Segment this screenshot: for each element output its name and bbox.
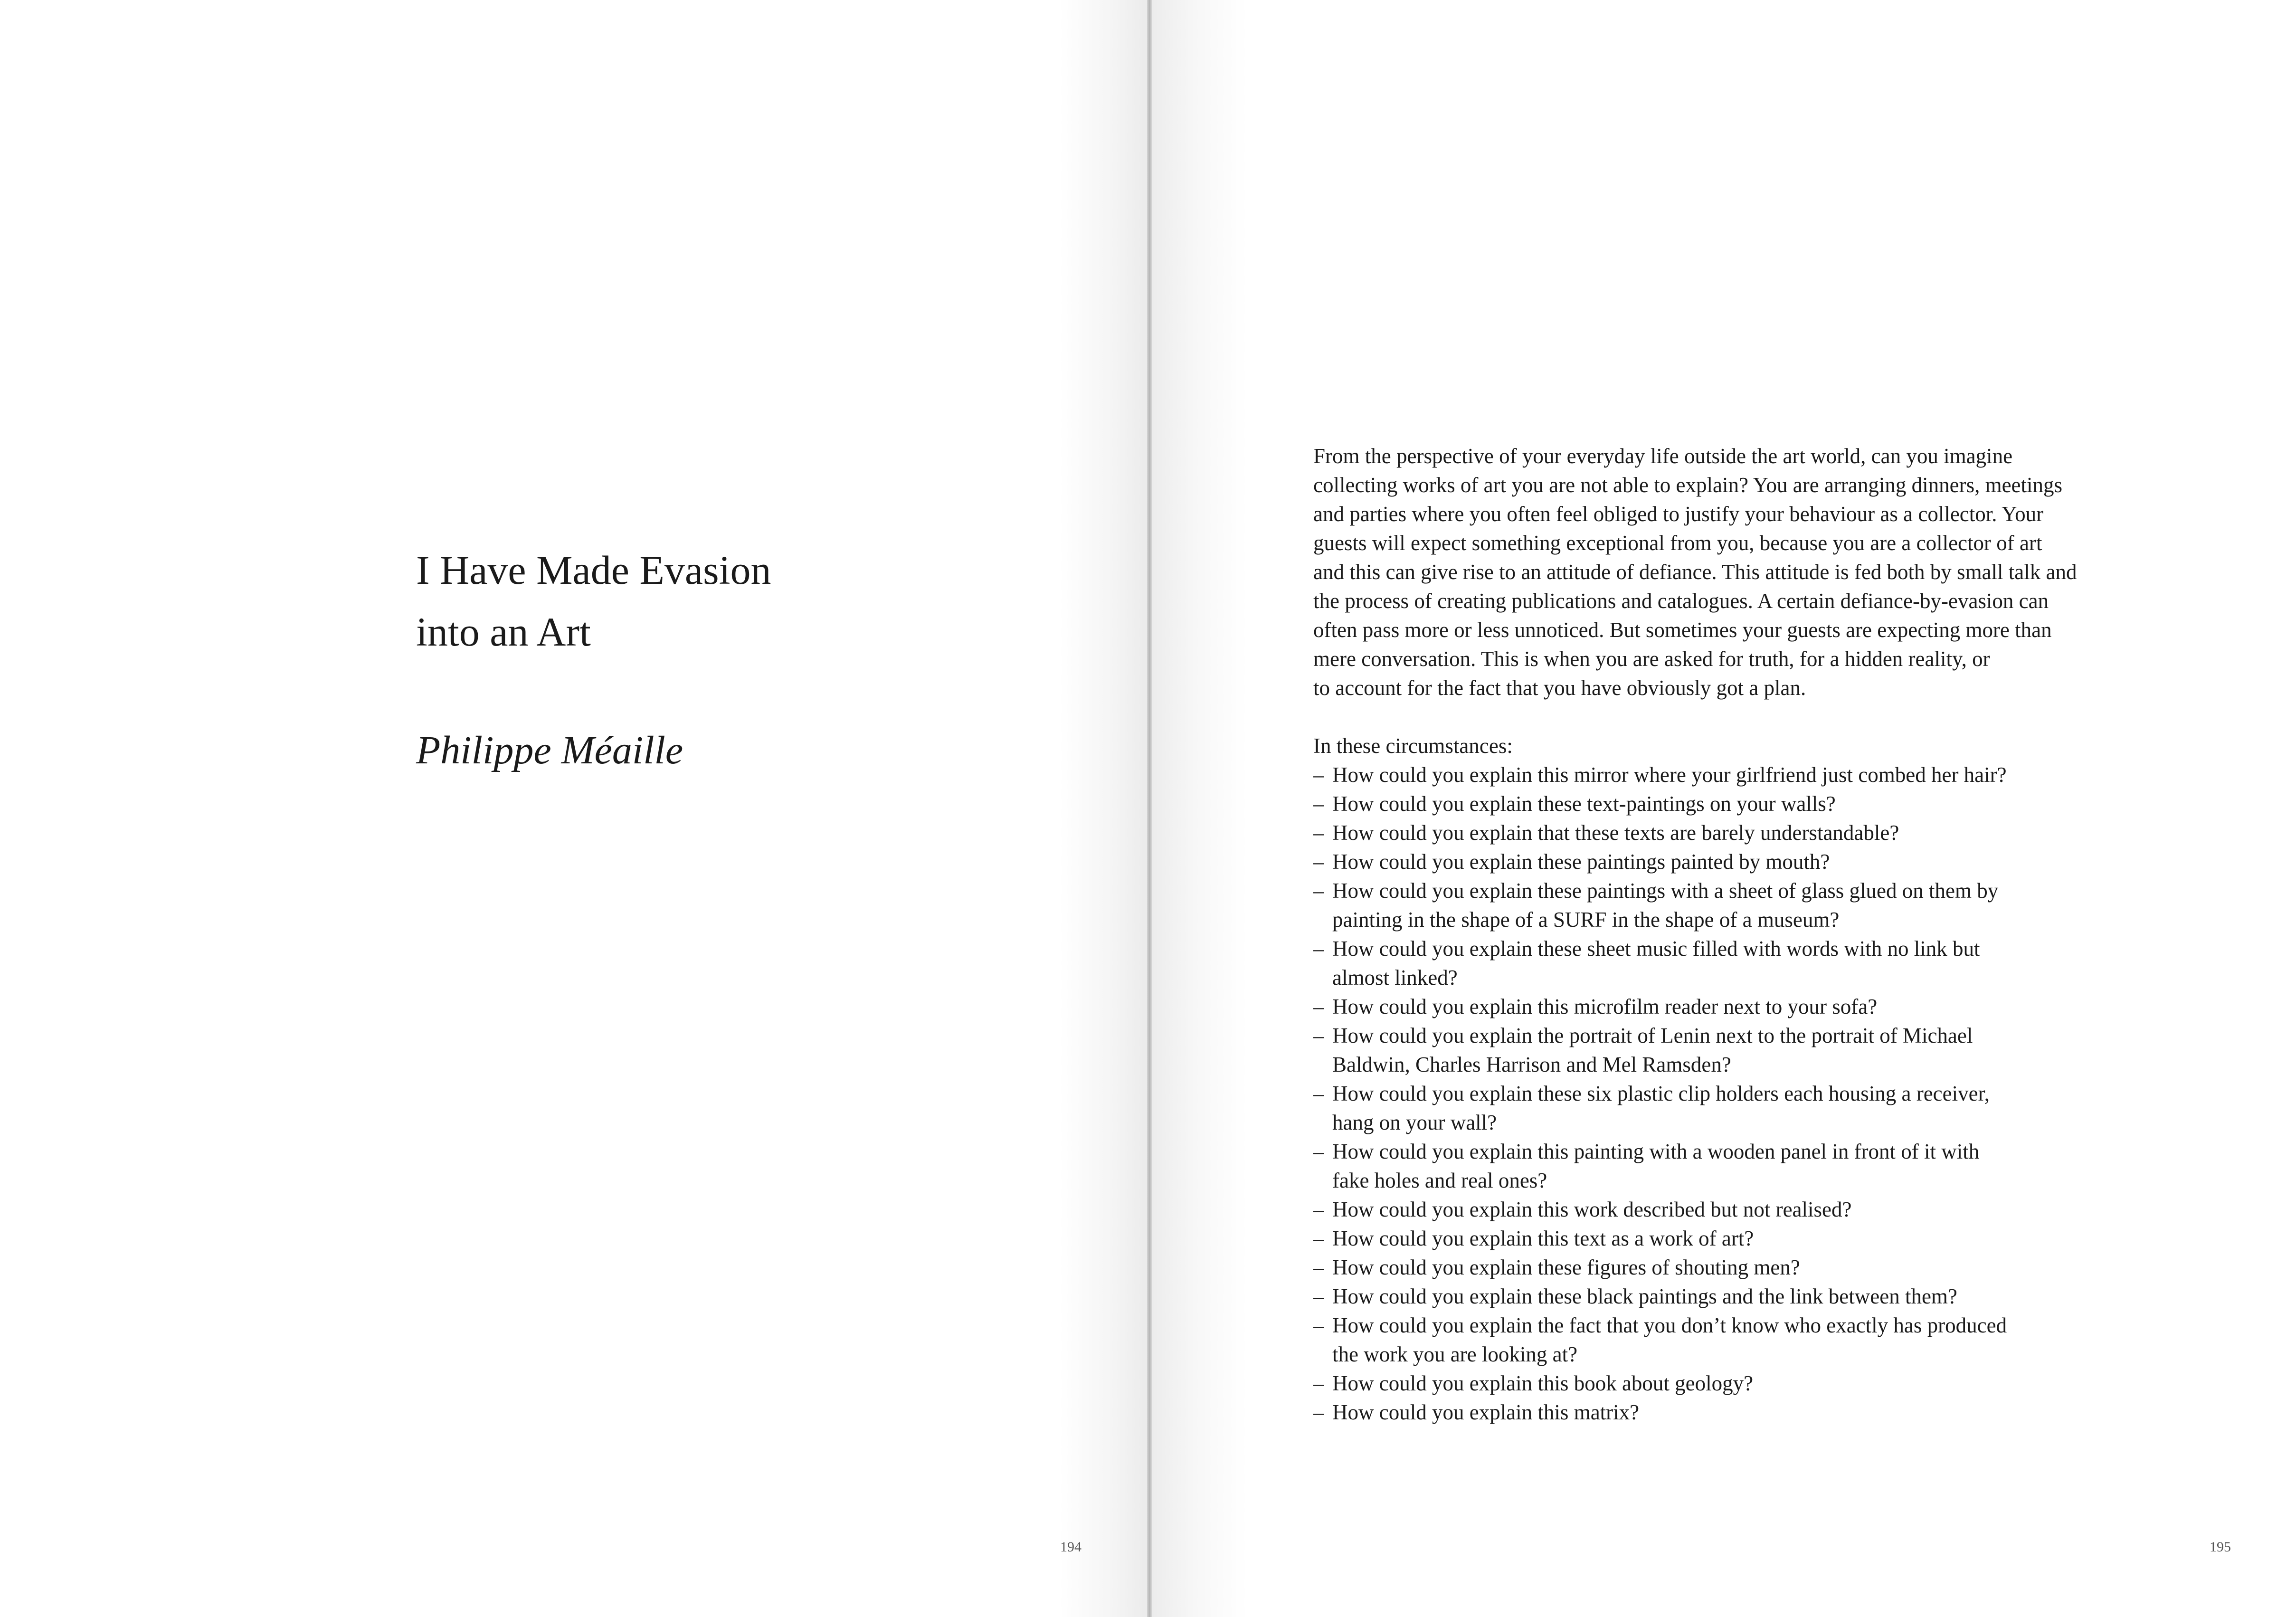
question-item [1313, 847, 2149, 876]
book-gutter [1147, 0, 1152, 1617]
title-line: into an Art [416, 609, 591, 655]
page-number-left: 194 [1060, 1539, 1082, 1555]
question-item [1313, 1282, 2149, 1311]
question-item [1313, 934, 2149, 992]
question-line: How could you explain this microfilm reader next to your sofa? [1332, 995, 1878, 1018]
dash-marker: – [1313, 879, 1324, 903]
paragraph-line: collecting works of art you are not able to explain? You are arranging dinners, meetings [1313, 473, 2063, 497]
question-line: How could you explain these figures of shouting men? [1332, 1256, 1800, 1279]
question-line: hang on your wall? [1332, 1111, 1497, 1134]
question-line: almost linked? [1332, 966, 1458, 989]
paragraph-line: the process of creating publications and catalogues. A certain defiance-by-evasion can [1313, 589, 2049, 613]
question-item [1313, 1224, 2149, 1253]
dash-marker: – [1313, 1313, 1324, 1337]
question-line: fake holes and real ones? [1332, 1169, 1547, 1192]
paragraph-line: From the perspective of your everyday life outside the art world, can you imagine [1313, 444, 2013, 468]
question-item [1313, 761, 2149, 789]
question-line: painting in the shape of a SURF in the shape of a museum? [1332, 908, 1840, 932]
dash-marker: – [1313, 1371, 1324, 1395]
question-item [1313, 992, 2149, 1021]
dash-marker: – [1313, 995, 1324, 1018]
question-line: Baldwin, Charles Harrison and Mel Ramsden? [1332, 1053, 1731, 1076]
paragraph-line: often pass more or less unnoticed. But sometimes your guests are expecting more than [1313, 618, 2052, 642]
paragraph-line: to account for the fact that you have obviously got a plan. [1313, 676, 1806, 700]
circumstances-intro: In these circumstances: [1313, 734, 1513, 758]
question-line: How could you explain this book about geology? [1332, 1371, 1754, 1395]
dash-marker: – [1313, 937, 1324, 961]
body-text [1313, 442, 2149, 1427]
dash-marker: – [1313, 821, 1324, 845]
question-item [1313, 1398, 2149, 1427]
question-item [1313, 1195, 2149, 1224]
dash-marker: – [1313, 792, 1324, 816]
question-item [1313, 1369, 2149, 1398]
question-line: How could you explain the portrait of Lenin next to the portrait of Michael [1332, 1024, 1973, 1047]
question-line: How could you explain this work described but not realised? [1332, 1198, 1852, 1221]
intro-paragraph [1313, 442, 2149, 703]
title-line: I Have Made Evasion [416, 547, 771, 593]
paragraph-line: mere conversation. This is when you are asked for truth, for a hidden reality, or [1313, 647, 1990, 671]
question-line: How could you explain these paintings painted by mouth? [1332, 850, 1830, 874]
question-line: How could you explain the fact that you don’t know who exactly has produced [1332, 1313, 2007, 1337]
dash-marker: – [1313, 1284, 1324, 1308]
question-item [1313, 876, 2149, 934]
question-line: How could you explain that these texts are barely understandable? [1332, 821, 1899, 845]
paragraph-line: and parties where you often feel obliged to justify your behaviour as a collector. Your [1313, 502, 2044, 526]
question-item [1313, 1253, 2149, 1282]
question-line: How could you explain these black paintings and the link between them? [1332, 1284, 1957, 1308]
dash-marker: – [1313, 1227, 1324, 1250]
question-line: How could you explain these six plastic clip holders each housing a receiver, [1332, 1082, 1990, 1105]
page-number-right: 195 [2210, 1539, 2231, 1555]
question-list [1313, 761, 2149, 1427]
question-line: How could you explain this painting with a wooden panel in front of it with [1332, 1140, 1980, 1163]
question-line: How could you explain these text-paintings on your walls? [1332, 792, 1836, 816]
paragraph-gap [1313, 703, 2149, 732]
question-item [1313, 1137, 2149, 1195]
dash-marker: – [1313, 1256, 1324, 1279]
question-item [1313, 1079, 2149, 1137]
dash-marker: – [1313, 850, 1324, 874]
question-item [1313, 818, 2149, 847]
question-item [1313, 789, 2149, 818]
question-line: How could you explain these sheet music filled with words with no link but [1332, 937, 1980, 961]
question-line: How could you explain this matrix? [1332, 1400, 1640, 1424]
question-line: How could you explain this mirror where your girlfriend just combed her hair? [1332, 763, 2007, 787]
dash-marker: – [1313, 1082, 1324, 1105]
dash-marker: – [1313, 763, 1324, 787]
dash-marker: – [1313, 1140, 1324, 1163]
dash-marker: – [1313, 1024, 1324, 1047]
question-item [1313, 1021, 2149, 1079]
paragraph-line: and this can give rise to an attitude of defiance. This attitude is fed both by small talk and [1313, 560, 2077, 584]
right-page [1152, 0, 2296, 1617]
question-line: the work you are looking at? [1332, 1342, 1578, 1366]
dash-marker: – [1313, 1400, 1324, 1424]
question-item [1313, 1311, 2149, 1369]
question-line: How could you explain these paintings with a sheet of glass glued on them by [1332, 879, 1999, 903]
dash-marker: – [1313, 1198, 1324, 1221]
paragraph-line: guests will expect something exceptional from you, because you are a collector of art [1313, 531, 2042, 555]
question-line: How could you explain this text as a work of art? [1332, 1227, 1754, 1250]
author-name: Philippe Méaille [416, 728, 683, 772]
chapter-title [416, 539, 1034, 663]
